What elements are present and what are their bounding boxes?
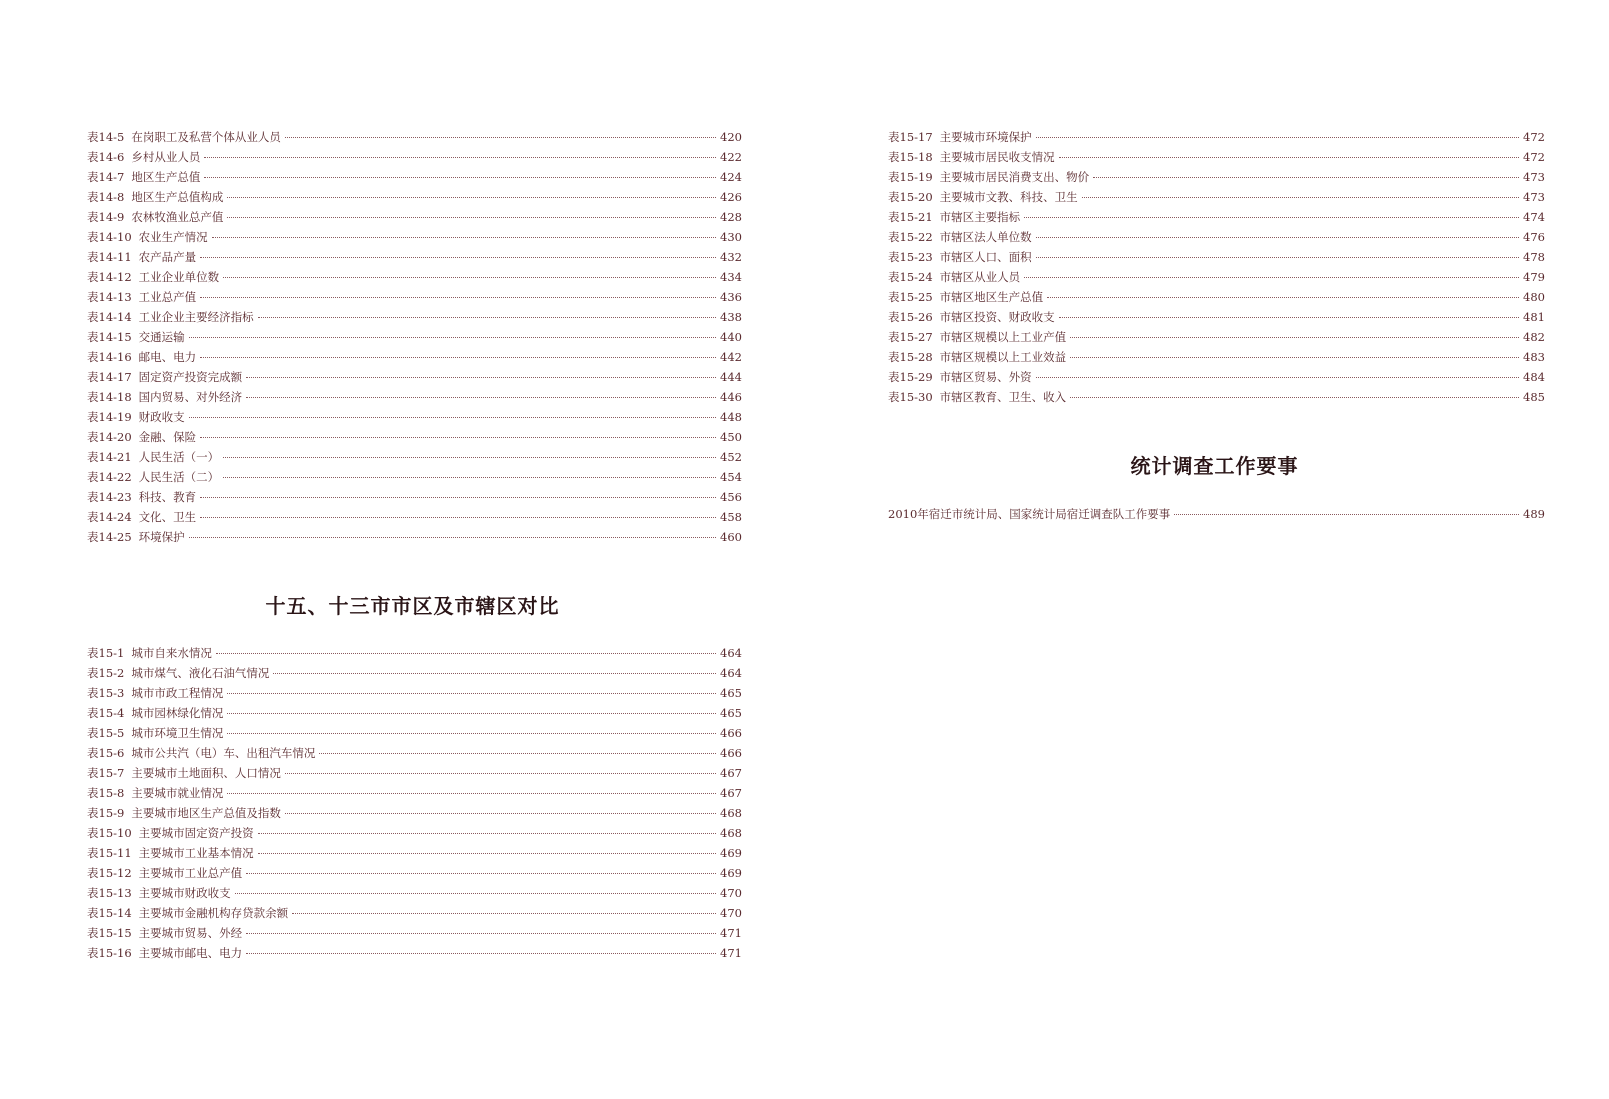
- dot-leader: [204, 157, 716, 158]
- dot-leader: [246, 397, 716, 398]
- toc-entry-title: 财政收支: [138, 410, 185, 424]
- dot-leader: [285, 813, 716, 814]
- toc-entry[interactable]: [87, 843, 742, 863]
- toc-entry[interactable]: [87, 267, 742, 287]
- toc-entry-title: 市辖区贸易、外资: [939, 370, 1032, 384]
- dot-leader: [227, 197, 716, 198]
- toc-entry[interactable]: [888, 227, 1545, 247]
- dot-leader: [273, 673, 716, 674]
- dot-leader: [200, 517, 716, 518]
- toc-entry-title: 邮电、电力: [138, 350, 197, 364]
- toc-entry[interactable]: [888, 347, 1545, 367]
- toc-entry-code: 表14-19: [87, 410, 132, 424]
- toc-entry-title: 主要城市地区生产总值及指数: [131, 806, 281, 820]
- toc-entry-page-number: 471: [720, 926, 742, 940]
- toc-entry-title: 工业企业主要经济指标: [138, 310, 254, 324]
- toc-entry[interactable]: [888, 387, 1545, 407]
- toc-entry[interactable]: [87, 507, 742, 527]
- toc-entry-title: 主要城市就业情况: [131, 786, 224, 800]
- toc-entry-page-number: 424: [720, 170, 742, 184]
- toc-entry[interactable]: [87, 903, 742, 923]
- dot-leader: [258, 833, 716, 834]
- toc-entry-title: 主要城市贸易、外经: [138, 926, 243, 940]
- toc-entry[interactable]: [87, 327, 742, 347]
- toc-entry-page-number: 468: [720, 806, 742, 820]
- toc-entry-code: 表15-17: [888, 130, 933, 144]
- toc-entry[interactable]: [888, 307, 1545, 327]
- toc-entry[interactable]: [87, 743, 742, 763]
- toc-entry-code: 表15-18: [888, 150, 933, 164]
- dot-leader: [246, 377, 716, 378]
- toc-entry-title: 文化、卫生: [138, 510, 197, 524]
- toc-entry-code: 表15-8: [87, 786, 125, 800]
- toc-entry[interactable]: [87, 723, 742, 743]
- dot-leader: [292, 913, 716, 914]
- toc-entry-code: 表14-11: [87, 250, 132, 264]
- toc-entry-code: 表14-6: [87, 150, 125, 164]
- toc-entry-page-number: 454: [720, 470, 742, 484]
- toc-entry-title: 主要城市文教、科技、卫生: [939, 190, 1078, 204]
- toc-entry-title: 固定资产投资完成额: [138, 370, 243, 384]
- dot-leader: [1174, 514, 1519, 515]
- toc-entry-code: 表15-29: [888, 370, 933, 384]
- dot-leader: [227, 793, 716, 794]
- toc-entry-code: 表14-13: [87, 290, 132, 304]
- toc-entry-page-number: 420: [720, 130, 742, 144]
- toc-entry-title: 市辖区从业人员: [939, 270, 1021, 284]
- toc-entry-page-number: 452: [720, 450, 742, 464]
- toc-entry-title: 主要城市居民收支情况: [939, 150, 1055, 164]
- toc-entry-page-number: 440: [720, 330, 742, 344]
- toc-entry-title: 在岗职工及私营个体从业人员: [131, 130, 281, 144]
- toc-entry-title: 国内贸易、对外经济: [138, 390, 243, 404]
- dot-leader: [227, 733, 716, 734]
- toc-entry[interactable]: [87, 367, 742, 387]
- toc-entry[interactable]: [87, 923, 742, 943]
- toc-entry[interactable]: [87, 487, 742, 507]
- toc-entry[interactable]: [87, 863, 742, 883]
- toc-entry-title: 工业总产值: [138, 290, 197, 304]
- dot-leader: [1093, 177, 1519, 178]
- toc-entry-title: 城市园林绿化情况: [131, 706, 224, 720]
- toc-entry-page-number: 450: [720, 430, 742, 444]
- toc-entry-page-number: 474: [1523, 210, 1545, 224]
- toc-entry-page-number: 466: [720, 726, 742, 740]
- toc-entry-code: 表14-23: [87, 490, 132, 504]
- toc-entry-page-number: 458: [720, 510, 742, 524]
- toc-entry[interactable]: [888, 504, 1545, 524]
- dot-leader: [1070, 357, 1519, 358]
- toc-entry[interactable]: [888, 367, 1545, 387]
- toc-entry-code: 表14-14: [87, 310, 132, 324]
- dot-leader: [1070, 397, 1519, 398]
- toc-entry-title: 主要城市居民消费支出、物价: [939, 170, 1090, 184]
- toc-entry[interactable]: [888, 207, 1545, 227]
- toc-entry-code: 表15-16: [87, 946, 132, 960]
- toc-entry-page-number: 432: [720, 250, 742, 264]
- dot-leader: [246, 953, 716, 954]
- toc-entry-page-number: 426: [720, 190, 742, 204]
- toc-entry-code: 表14-7: [87, 170, 125, 184]
- dot-leader: [227, 693, 716, 694]
- toc-entry-code: 表15-19: [888, 170, 933, 184]
- toc-entry[interactable]: [87, 427, 742, 447]
- toc-list-work-events: [888, 504, 1545, 524]
- toc-entry-page-number: 470: [720, 906, 742, 920]
- toc-entry-code: 表14-17: [87, 370, 132, 384]
- toc-entry[interactable]: [87, 307, 742, 327]
- dot-leader: [227, 713, 716, 714]
- toc-entry-code: 表15-24: [888, 270, 933, 284]
- toc-entry-code: 表15-21: [888, 210, 933, 224]
- toc-entry-title: 市辖区人口、面积: [939, 250, 1032, 264]
- toc-entry-page-number: 442: [720, 350, 742, 364]
- toc-entry-code: 表15-7: [87, 766, 125, 780]
- dot-leader: [1059, 157, 1519, 158]
- toc-entry-title: 农业生产情况: [138, 230, 208, 244]
- toc-entry-page-number: 481: [1523, 310, 1545, 324]
- toc-entry-code: 表14-24: [87, 510, 132, 524]
- toc-entry-title: 主要城市固定资产投资: [138, 826, 254, 840]
- toc-entry[interactable]: [87, 467, 742, 487]
- toc-entry-title: 主要城市工业基本情况: [138, 846, 254, 860]
- dot-leader: [319, 753, 716, 754]
- toc-entry-page-number: 438: [720, 310, 742, 324]
- toc-entry[interactable]: [87, 407, 742, 427]
- toc-entry-title: 地区生产总值: [131, 170, 201, 184]
- toc-entry-title: 城市市政工程情况: [131, 686, 224, 700]
- toc-entry-title: 市辖区规模以上工业效益: [939, 350, 1067, 364]
- toc-entry-code: 表15-28: [888, 350, 933, 364]
- toc-entry-title: 金融、保险: [138, 430, 197, 444]
- toc-entry-code: 表15-1: [87, 646, 125, 660]
- toc-entry-page-number: 480: [1523, 290, 1545, 304]
- dot-leader: [200, 257, 716, 258]
- toc-entry-page-number: 484: [1523, 370, 1545, 384]
- toc-entry[interactable]: [87, 187, 742, 207]
- dot-leader: [1047, 297, 1519, 298]
- dot-leader: [200, 437, 716, 438]
- toc-entry[interactable]: [87, 823, 742, 843]
- toc-entry-code: 表15-11: [87, 846, 132, 860]
- toc-entry-title: 主要城市财政收支: [138, 886, 231, 900]
- toc-entry-code: 表15-5: [87, 726, 125, 740]
- toc-entry-code: 表14-16: [87, 350, 132, 364]
- toc-entry-page-number: 479: [1523, 270, 1545, 284]
- toc-entry-code: 表14-22: [87, 470, 132, 484]
- toc-entry-title: 2010年宿迁市统计局、国家统计局宿迁调查队工作要事: [888, 507, 1171, 521]
- toc-entry[interactable]: [888, 167, 1545, 187]
- toc-entry[interactable]: [87, 147, 742, 167]
- toc-list-chapter-15: [87, 643, 742, 963]
- toc-entry-page-number: 430: [720, 230, 742, 244]
- toc-entry[interactable]: [87, 683, 742, 703]
- section-heading-15: 十五、十三市市区及市辖区对比: [265, 594, 560, 618]
- toc-entry-code: 表15-26: [888, 310, 933, 324]
- dot-leader: [223, 457, 716, 458]
- toc-entry-page-number: 468: [720, 826, 742, 840]
- toc-entry-code: 表14-5: [87, 130, 125, 144]
- toc-entry-title: 交通运输: [138, 330, 185, 344]
- toc-entry-page-number: 489: [1523, 507, 1545, 521]
- toc-entry-title: 城市环境卫生情况: [131, 726, 224, 740]
- dot-leader: [189, 417, 716, 418]
- toc-entry-title: 市辖区规模以上工业产值: [939, 330, 1067, 344]
- toc-entry[interactable]: [888, 127, 1545, 147]
- toc-entry-page-number: 473: [1523, 190, 1545, 204]
- toc-entry-code: 表14-8: [87, 190, 125, 204]
- toc-entry[interactable]: [87, 883, 742, 903]
- toc-entry[interactable]: [87, 167, 742, 187]
- toc-entry-page-number: 467: [720, 766, 742, 780]
- toc-entry-page-number: 476: [1523, 230, 1545, 244]
- toc-entry-page-number: 485: [1523, 390, 1545, 404]
- toc-entry-code: 表14-10: [87, 230, 132, 244]
- dot-leader: [285, 773, 716, 774]
- dot-leader: [189, 537, 716, 538]
- toc-entry[interactable]: [87, 783, 742, 803]
- toc-entry-page-number: 467: [720, 786, 742, 800]
- toc-entry[interactable]: [888, 287, 1545, 307]
- toc-entry-title: 乡村从业人员: [131, 150, 201, 164]
- toc-entry-code: 表15-23: [888, 250, 933, 264]
- section-heading-work-events: 统计调查工作要事: [1130, 454, 1299, 478]
- toc-entry-title: 工业企业单位数: [138, 270, 220, 284]
- toc-entry-code: 表15-30: [888, 390, 933, 404]
- toc-entry-title: 地区生产总值构成: [131, 190, 224, 204]
- toc-entry-page-number: 446: [720, 390, 742, 404]
- dot-leader: [1070, 337, 1519, 338]
- dot-leader: [1036, 137, 1519, 138]
- toc-entry[interactable]: [87, 643, 742, 663]
- toc-entry-code: 表15-9: [87, 806, 125, 820]
- toc-entry-page-number: 460: [720, 530, 742, 544]
- toc-entry[interactable]: [87, 527, 742, 547]
- toc-entry[interactable]: [87, 447, 742, 467]
- toc-list-chapter-15-cont: [888, 127, 1545, 407]
- toc-entry-page-number: 472: [1523, 130, 1545, 144]
- dot-leader: [258, 853, 716, 854]
- toc-entry-page-number: 436: [720, 290, 742, 304]
- toc-entry-title: 主要城市工业总产值: [138, 866, 243, 880]
- toc-entry-code: 表14-9: [87, 210, 125, 224]
- toc-entry-title: 主要城市环境保护: [939, 130, 1032, 144]
- toc-entry-page-number: 444: [720, 370, 742, 384]
- dot-leader: [200, 357, 716, 358]
- toc-entry-page-number: 483: [1523, 350, 1545, 364]
- toc-entry-page-number: 473: [1523, 170, 1545, 184]
- dot-leader: [1024, 277, 1519, 278]
- toc-entry-page-number: 422: [720, 150, 742, 164]
- dot-leader: [1024, 217, 1519, 218]
- toc-entry-code: 表15-22: [888, 230, 933, 244]
- dot-leader: [1036, 257, 1519, 258]
- toc-entry[interactable]: [888, 247, 1545, 267]
- toc-entry[interactable]: [87, 207, 742, 227]
- toc-entry-page-number: 456: [720, 490, 742, 504]
- dot-leader: [223, 277, 716, 278]
- toc-entry[interactable]: [87, 127, 742, 147]
- toc-entry-code: 表14-18: [87, 390, 132, 404]
- toc-entry[interactable]: [888, 187, 1545, 207]
- toc-entry[interactable]: [87, 943, 742, 963]
- toc-entry-code: 表15-14: [87, 906, 132, 920]
- dot-leader: [258, 317, 716, 318]
- toc-entry-page-number: 469: [720, 846, 742, 860]
- toc-entry-page-number: 469: [720, 866, 742, 880]
- toc-entry-code: 表15-10: [87, 826, 132, 840]
- toc-entry-code: 表15-4: [87, 706, 125, 720]
- dot-leader: [223, 477, 716, 478]
- toc-entry-title: 城市自来水情况: [131, 646, 212, 660]
- toc-entry-page-number: 471: [720, 946, 742, 960]
- toc-list-chapter-14: [87, 127, 742, 547]
- toc-entry-title: 人民生活（一）: [138, 450, 220, 464]
- toc-entry-title: 主要城市土地面积、人口情况: [131, 766, 281, 780]
- toc-entry-code: 表14-21: [87, 450, 132, 464]
- toc-entry-code: 表14-25: [87, 530, 132, 544]
- toc-entry[interactable]: [87, 703, 742, 723]
- toc-entry-code: 表15-13: [87, 886, 132, 900]
- toc-entry[interactable]: [87, 347, 742, 367]
- toc-entry-title: 市辖区主要指标: [939, 210, 1021, 224]
- toc-entry-code: 表14-20: [87, 430, 132, 444]
- toc-entry[interactable]: [888, 147, 1545, 167]
- toc-entry-title: 城市煤气、液化石油气情况: [131, 666, 270, 680]
- toc-entry[interactable]: [87, 227, 742, 247]
- toc-entry-page-number: 465: [720, 686, 742, 700]
- dot-leader: [212, 237, 716, 238]
- dot-leader: [246, 873, 716, 874]
- toc-entry-page-number: 472: [1523, 150, 1545, 164]
- dot-leader: [1036, 237, 1519, 238]
- toc-entry-page-number: 428: [720, 210, 742, 224]
- dot-leader: [1036, 377, 1519, 378]
- dot-leader: [200, 297, 716, 298]
- toc-entry-title: 环境保护: [138, 530, 185, 544]
- toc-entry-page-number: 482: [1523, 330, 1545, 344]
- toc-entry-code: 表14-15: [87, 330, 132, 344]
- toc-entry[interactable]: [87, 803, 742, 823]
- toc-entry-title: 城市公共汽（电）车、出租汽车情况: [131, 746, 316, 760]
- dot-leader: [1082, 197, 1519, 198]
- toc-entry-title: 农产品产量: [138, 250, 197, 264]
- toc-entry-page-number: 470: [720, 886, 742, 900]
- toc-entry[interactable]: [87, 387, 742, 407]
- toc-entry[interactable]: [87, 247, 742, 267]
- dot-leader: [216, 653, 716, 654]
- toc-entry[interactable]: [87, 763, 742, 783]
- toc-entry-code: 表15-20: [888, 190, 933, 204]
- dot-leader: [189, 337, 716, 338]
- toc-entry-code: 表14-12: [87, 270, 132, 284]
- toc-entry-code: 表15-6: [87, 746, 125, 760]
- toc-entry-page-number: 434: [720, 270, 742, 284]
- toc-entry-page-number: 478: [1523, 250, 1545, 264]
- toc-entry-code: 表15-2: [87, 666, 125, 680]
- toc-entry[interactable]: [888, 267, 1545, 287]
- toc-entry-title: 市辖区地区生产总值: [939, 290, 1044, 304]
- dot-leader: [235, 893, 716, 894]
- toc-entry-title: 科技、教育: [138, 490, 197, 504]
- toc-entry-title: 市辖区投资、财政收支: [939, 310, 1055, 324]
- toc-entry-code: 表15-25: [888, 290, 933, 304]
- dot-leader: [204, 177, 716, 178]
- toc-entry-code: 表15-27: [888, 330, 933, 344]
- dot-leader: [285, 137, 716, 138]
- toc-entry-page-number: 465: [720, 706, 742, 720]
- toc-entry-page-number: 448: [720, 410, 742, 424]
- toc-entry-code: 表15-3: [87, 686, 125, 700]
- dot-leader: [227, 217, 716, 218]
- toc-entry-title: 农林牧渔业总产值: [131, 210, 224, 224]
- toc-entry-title: 人民生活（二）: [138, 470, 220, 484]
- dot-leader: [200, 497, 716, 498]
- toc-entry[interactable]: [87, 287, 742, 307]
- toc-entry[interactable]: [87, 663, 742, 683]
- toc-entry-page-number: 464: [720, 646, 742, 660]
- toc-entry-title: 主要城市邮电、电力: [138, 946, 243, 960]
- toc-entry[interactable]: [888, 327, 1545, 347]
- toc-entry-page-number: 464: [720, 666, 742, 680]
- toc-entry-code: 表15-12: [87, 866, 132, 880]
- dot-leader: [246, 933, 716, 934]
- dot-leader: [1059, 317, 1519, 318]
- toc-entry-title: 市辖区教育、卫生、收入: [939, 390, 1067, 404]
- toc-entry-title: 主要城市金融机构存贷款余额: [138, 906, 289, 920]
- toc-entry-page-number: 466: [720, 746, 742, 760]
- toc-entry-title: 市辖区法人单位数: [939, 230, 1032, 244]
- toc-entry-code: 表15-15: [87, 926, 132, 940]
